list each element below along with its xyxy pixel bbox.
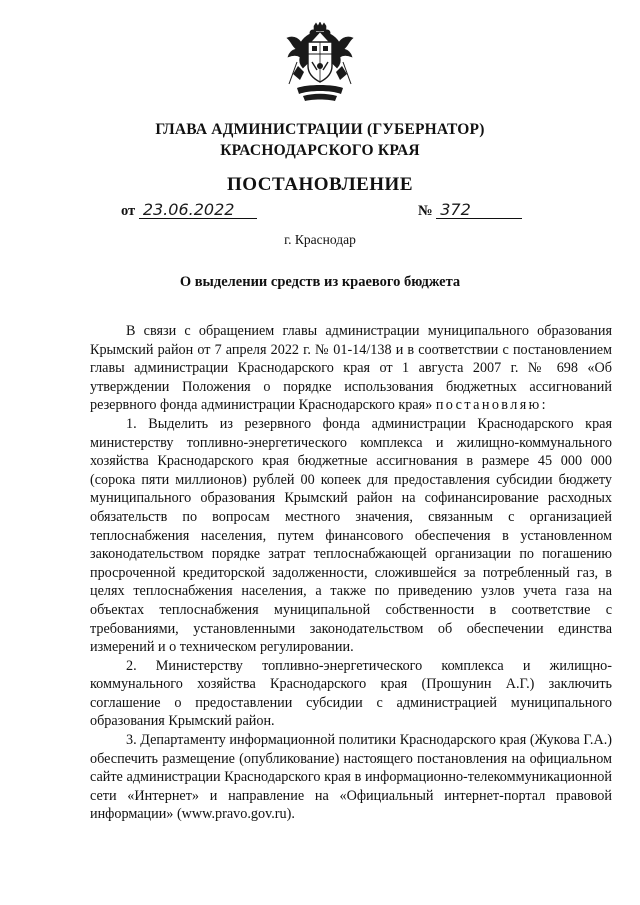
paragraph-2: 2. Министерству топливно-энергетического комплекса и жилищно-коммунального хозяйства Краснодарского края (Прошунин А.Г.) заключить соглашение о предоставлении субсидии с администрацией муниципального образования Крымский район.: [90, 657, 612, 730]
document-body: [90, 322, 612, 824]
coat-of-arms-icon: [283, 22, 357, 106]
paragraph-1: 1. Выделить из резервного фонда администрации Краснодарского края министерству топливно-энергетического комплекса и жилищно-коммунального хозяйства Краснодарского края бюджетные ассигнования в размере 45 000 000 (сорока пяти миллионов) рублей 00 копеек для предоставления субсидии бюджету муниципального образования Крымский район на софинансирование расходных обязательств по вопросам местного значения, связанным с организацией теплоснабжения населения, путем финансового обеспечения в установленном законодательством порядке затрат теплоснабжающей организации по погашению просроченной кредиторской задолженности, сложившейся за потребленный газ, в целях теплоснабжения населения, а также по приведению узлов учета газа на объектах теплоснабжения муниципальной собственности в соответствие с требованиями, установленными законодательством об обеспечении единства измерений и о техническом регулировании.: [90, 415, 612, 656]
resolve-word: постановляю:: [435, 397, 548, 414]
document-type-title: ПОСТАНОВЛЕНИЕ: [226, 174, 414, 195]
document-number: [418, 202, 522, 220]
intro-text: В связи с обращением главы администрации муниципального образования Крымский район от 7 апреля 2022 г. № 01-14/138 и в соответствии с постановлением главы администрации Краснодарского края от 1 августа 2007 г. № 698 «Об утверждении Положения о порядке использования бюджетных ассигнований резервного фонда администрации Краснодарского края»: [90, 323, 612, 414]
date-value: 23.06.2022: [139, 202, 257, 219]
number-prefix: №: [418, 203, 433, 219]
document-date: [121, 202, 257, 220]
authority-title-line-2: КРАСНОДАРСКОГО КРАЯ: [220, 142, 420, 159]
authority-title-line-1: ГЛАВА АДМИНИСТРАЦИИ (ГУБЕРНАТОР): [155, 121, 485, 138]
paragraph-3: 3. Департаменту информационной политики Краснодарского края (Жукова Г.А.) обеспечить размещение (опубликование) настоящего постановления на официальном сайте администрации Краснодарского края в информационно-телекоммуникационной сети «Интернет» и направление на «Официальный интернет-портал правовой информации» (www.pravo.gov.ru).: [90, 732, 612, 823]
number-value: 372: [436, 202, 522, 219]
document-subject: О выделении средств из краевого бюджета: [179, 274, 461, 290]
intro-paragraph: [90, 322, 612, 415]
date-prefix: от: [121, 203, 136, 219]
city-line: г. Краснодар: [284, 232, 356, 247]
